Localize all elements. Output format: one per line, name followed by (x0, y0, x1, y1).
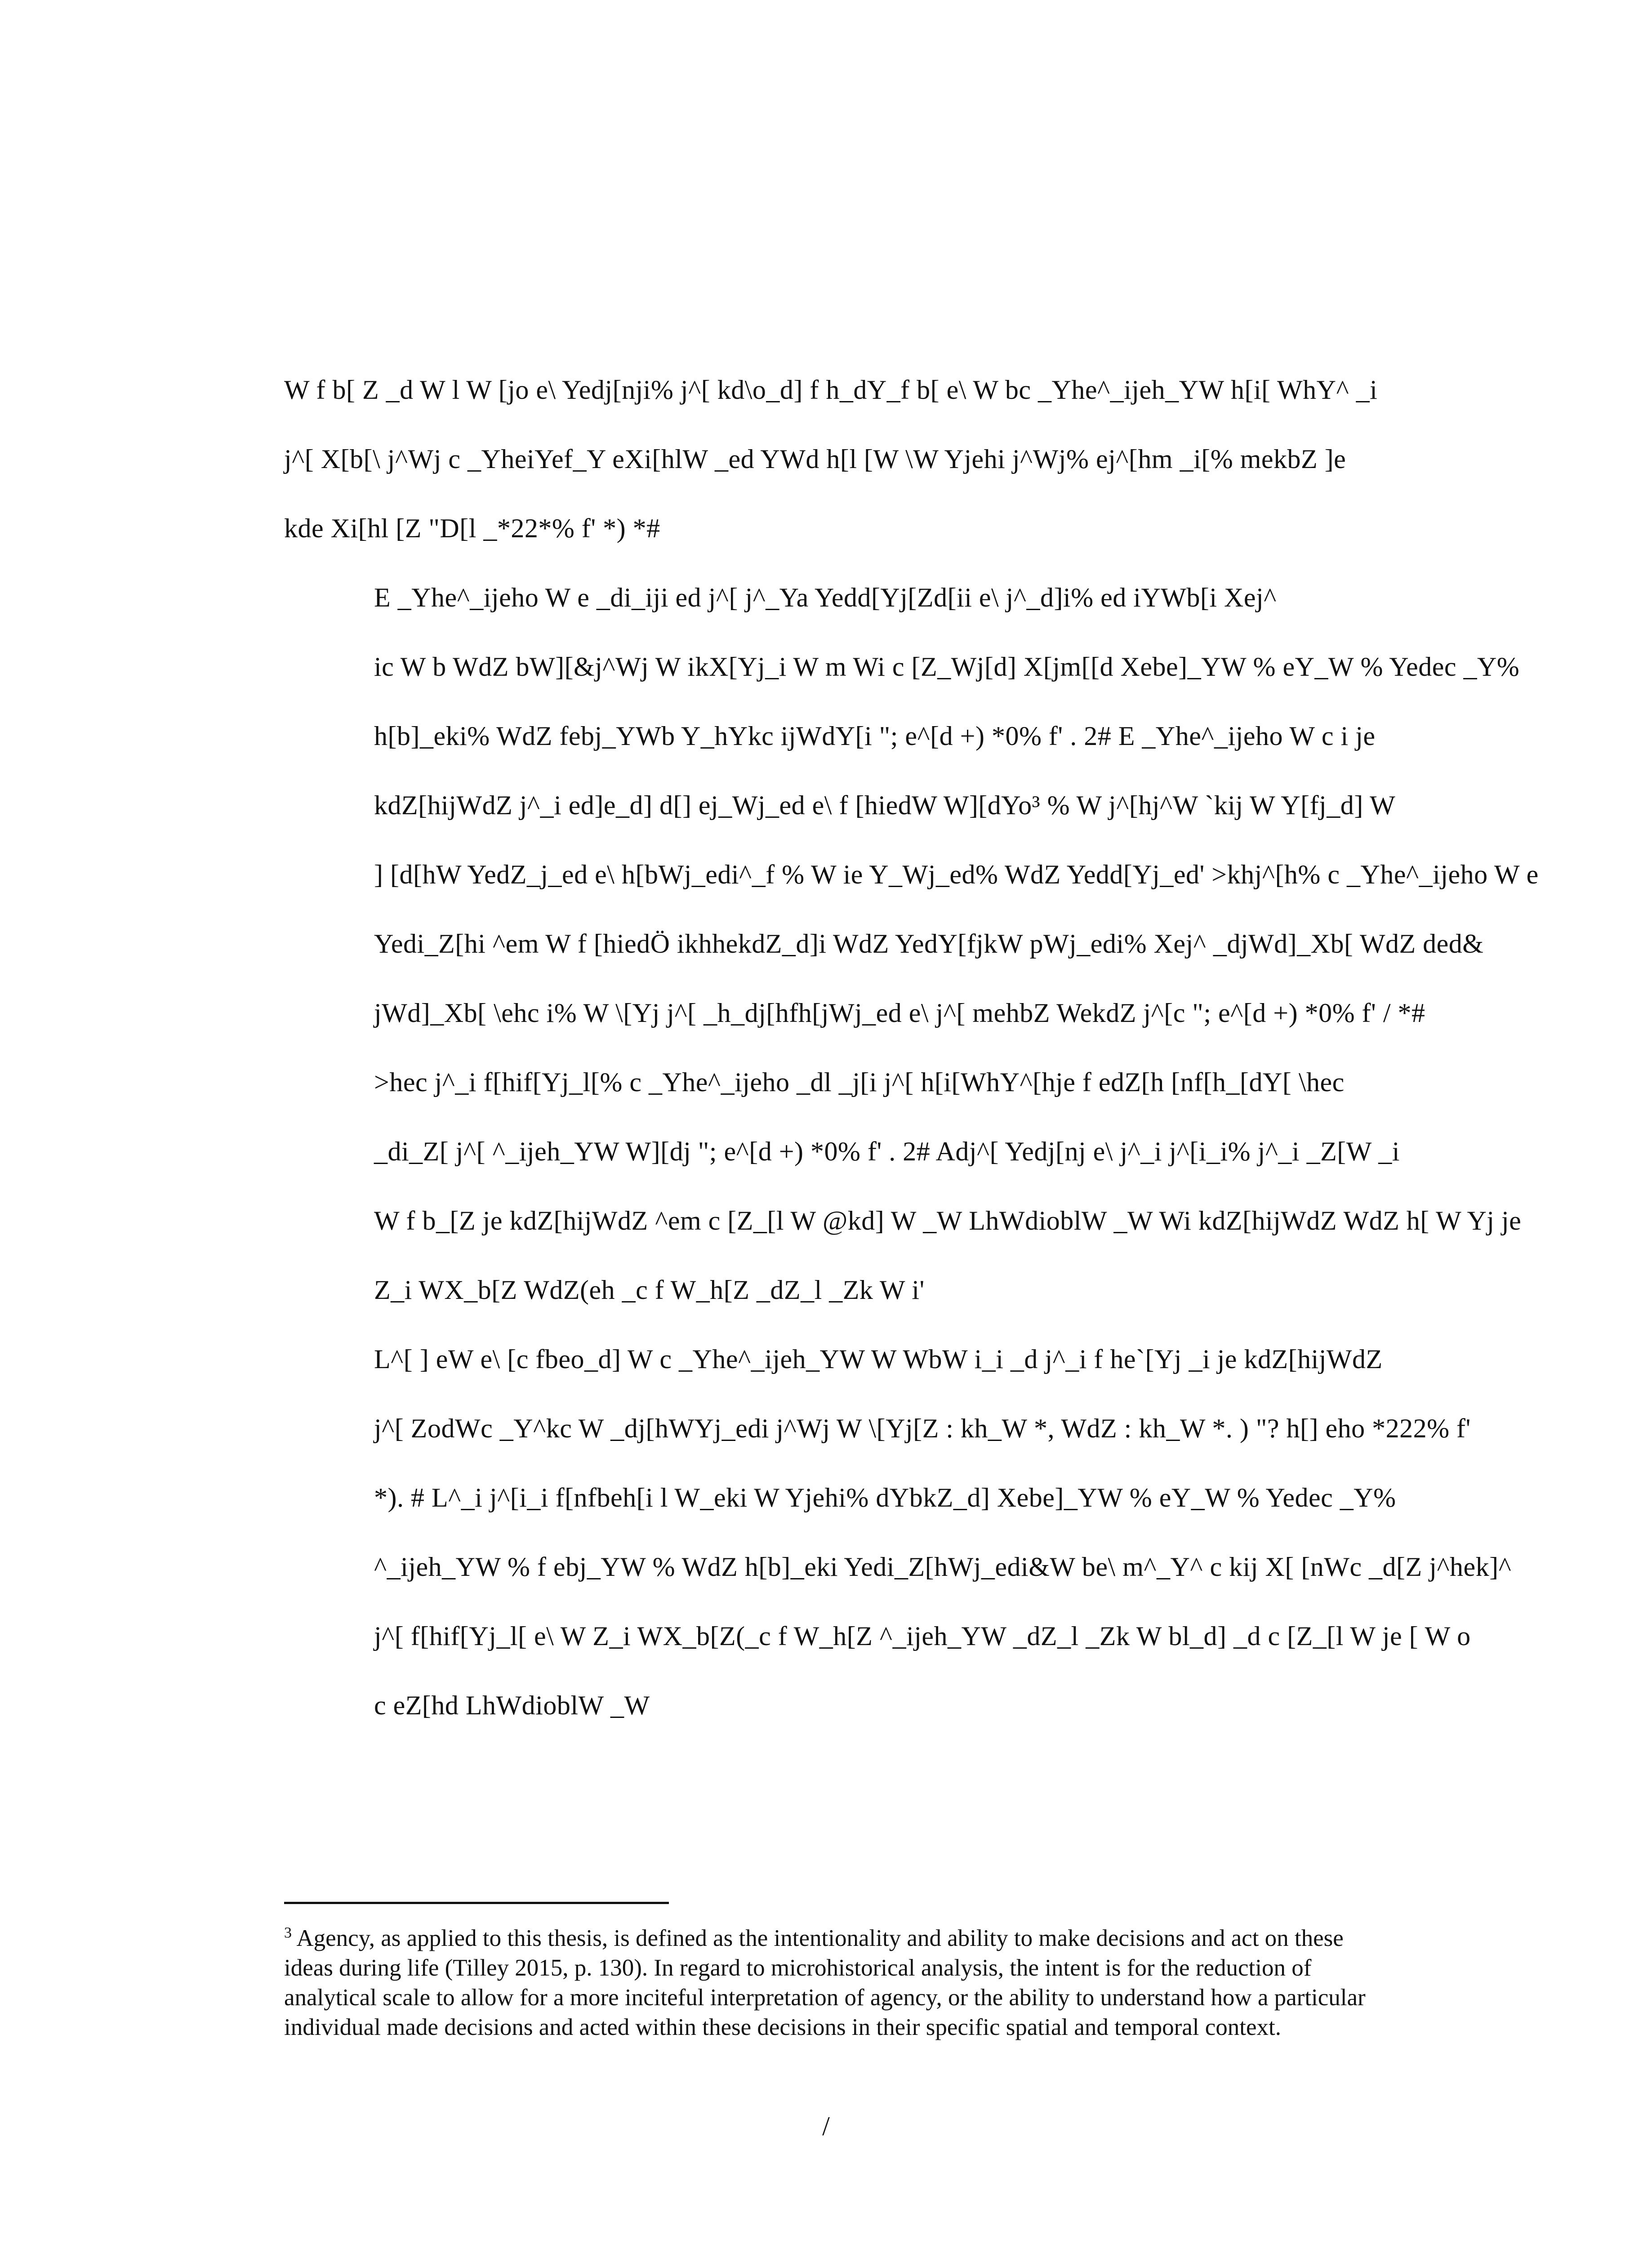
text-line: L^[ ] eW e\ [c fbeo_d] W c _Yhe^_ijeh_YW W WbW i_i _d j^_i f he`[Yj _i je kdZ[hijWdZ (374, 1344, 1383, 1374)
text-line: j^[ ZodWc _Y^kc W _dj[hWYj_edi j^Wj W \[Yj[Z : kh_W *, WdZ : kh_W *. ) "? h[] eho *222% f' (374, 1414, 1471, 1443)
text-line: *). # L^_i j^[i_i f[nfbeh[i l W_eki W Yjehi% dYbkZ_d] Xebe]_YW % eY_W % Yedec _Y% (374, 1483, 1396, 1512)
page-number: / (822, 2111, 830, 2141)
text-line: c eZ[hd LhWdioblW _W (374, 1690, 650, 1720)
footnote-line: these ideas during life (Tilley 2015, p. 130). In regard to microhistorical analysis, the intent is for the (284, 1925, 1344, 1981)
footnote-line: understand how a particular individual made decisions and acted within these decisions in their specific (284, 1985, 1366, 2040)
text-line: kdZ[hijWdZ j^_i ed]e_d] d[] ej_Wj_ed e\ f [hiedW W][dYo³ % W j^[hj^W `kij W Y[fj_d] W (374, 790, 1396, 820)
footnote-line: reduction of analytical scale to allow for a more inciteful interpretation of agency, or the ability to (284, 1955, 1312, 2011)
footnote-divider (284, 1902, 669, 1904)
footnote-line: Agency, as applied to this thesis, is defined as the intentionality and ability to make decisions and act on (296, 1925, 1289, 1951)
text-line: ^_ijeh_YW % f ebj_YW % WdZ h[b]_eki Yedi_Z[hWj_edi&W be\ m^_Y^ c kij X[ [nWc _d[Z j^hek]^ (374, 1552, 1512, 1582)
text-line: h[b]_eki% WdZ febj_YWb Y_hYkc ijWdY[i "; e^[d +) *0% f' . 2# E _Yhe^_ijeho W c i je (374, 721, 1376, 751)
body-text (284, 355, 1539, 1740)
text-line: W f b[ Z _d W l W [jo e\ Yedj[nji% j^[ kd\o_d] f h_dY_f b[ e\ W bc _Yhe^_ijeh_YW h[i[ WhY^ _i (284, 375, 1378, 405)
text-line: _di_Z[ j^[ ^_ijeh_YW W][dj "; e^[d +) *0% f' . 2# Adj^[ Yedj[nj e\ j^_i j^[i_i% j^_i _Z[W _i (374, 1137, 1400, 1166)
text-line: kde Xi[hl [Z "D[l _*22*% f' *) *# (284, 513, 660, 543)
footnote-line: spatial and temporal context. (1006, 2014, 1282, 2040)
text-line: j^[ X[b[\ j^Wj c _YheiYef_Y eXi[hlW _ed YWd h[l [W \W Yjehi j^Wj% ej^[hm _i[% mekbZ ]e (284, 444, 1346, 474)
text-line: >hec j^_i f[hif[Yj_l[% c _Yhe^_ijeho _dl _j[i j^[ h[i[WhY^[hje f edZ[h [nf[h_[dY[ \hec (374, 1067, 1345, 1097)
text-line: jWd]_Xb[ \ehc i% W \[Yj j^[ _h_dj[hfh[jWj_ed e\ j^[ mehbZ WekdZ j^[c "; e^[d +) *0% f' / *# (374, 998, 1425, 1028)
text-line: E _Yhe^_ijeho W e _di_iji ed j^[ j^_Ya Yedd[Yj[Zd[ii e\ j^_d]i% ed iYWb[i Xej^ (374, 583, 1277, 612)
paragraph-1 (284, 355, 1381, 563)
text-line: ic W b WdZ bW][&j^Wj W ikX[Yj_i W m Wi c [Z_Wj[d] X[jm[[d Xebe]_YW % eY_W % Yedec _Y% (374, 652, 1520, 682)
paragraph-2 (284, 563, 1539, 1325)
footnote-text (284, 1923, 1381, 2042)
footnote-marker: 3 (284, 1924, 292, 1941)
text-line: W f b_[Z je kdZ[hijWdZ ^em c [Z_[l W @kd] W _W LhWdioblW _W Wi kdZ[hijWdZ WdZ h[ W Yj je (374, 1206, 1522, 1236)
text-line: j^[ f[hif[Yj_l[ e\ W Z_i WX_b[Z(_c f W_h[Z ^_ijeh_YW _dZ_l _Zk W bl_d] _d c [Z_[l W je [ W o (374, 1621, 1471, 1651)
text-line: Z_i WX_b[Z WdZ(eh _c f W_h[Z _dZ_l _Zk W i' (374, 1275, 925, 1305)
footnote (284, 1923, 1381, 2042)
text-line: Yedi_Z[hi ^em W f [hiedÖ ikhhekdZ_d]i WdZ YedY[fjkW pWj_edi% Xej^ _djWd]_Xb[ WdZ ded& (374, 929, 1484, 959)
paragraph-3 (284, 1325, 1512, 1740)
text-line: ] [d[hW YedZ_j_ed e\ h[bWj_edi^_f % W ie Y_Wj_ed% WdZ Yedd[Yj_ed' >khj^[h% c _Yhe^_ijeho W e (374, 860, 1539, 889)
